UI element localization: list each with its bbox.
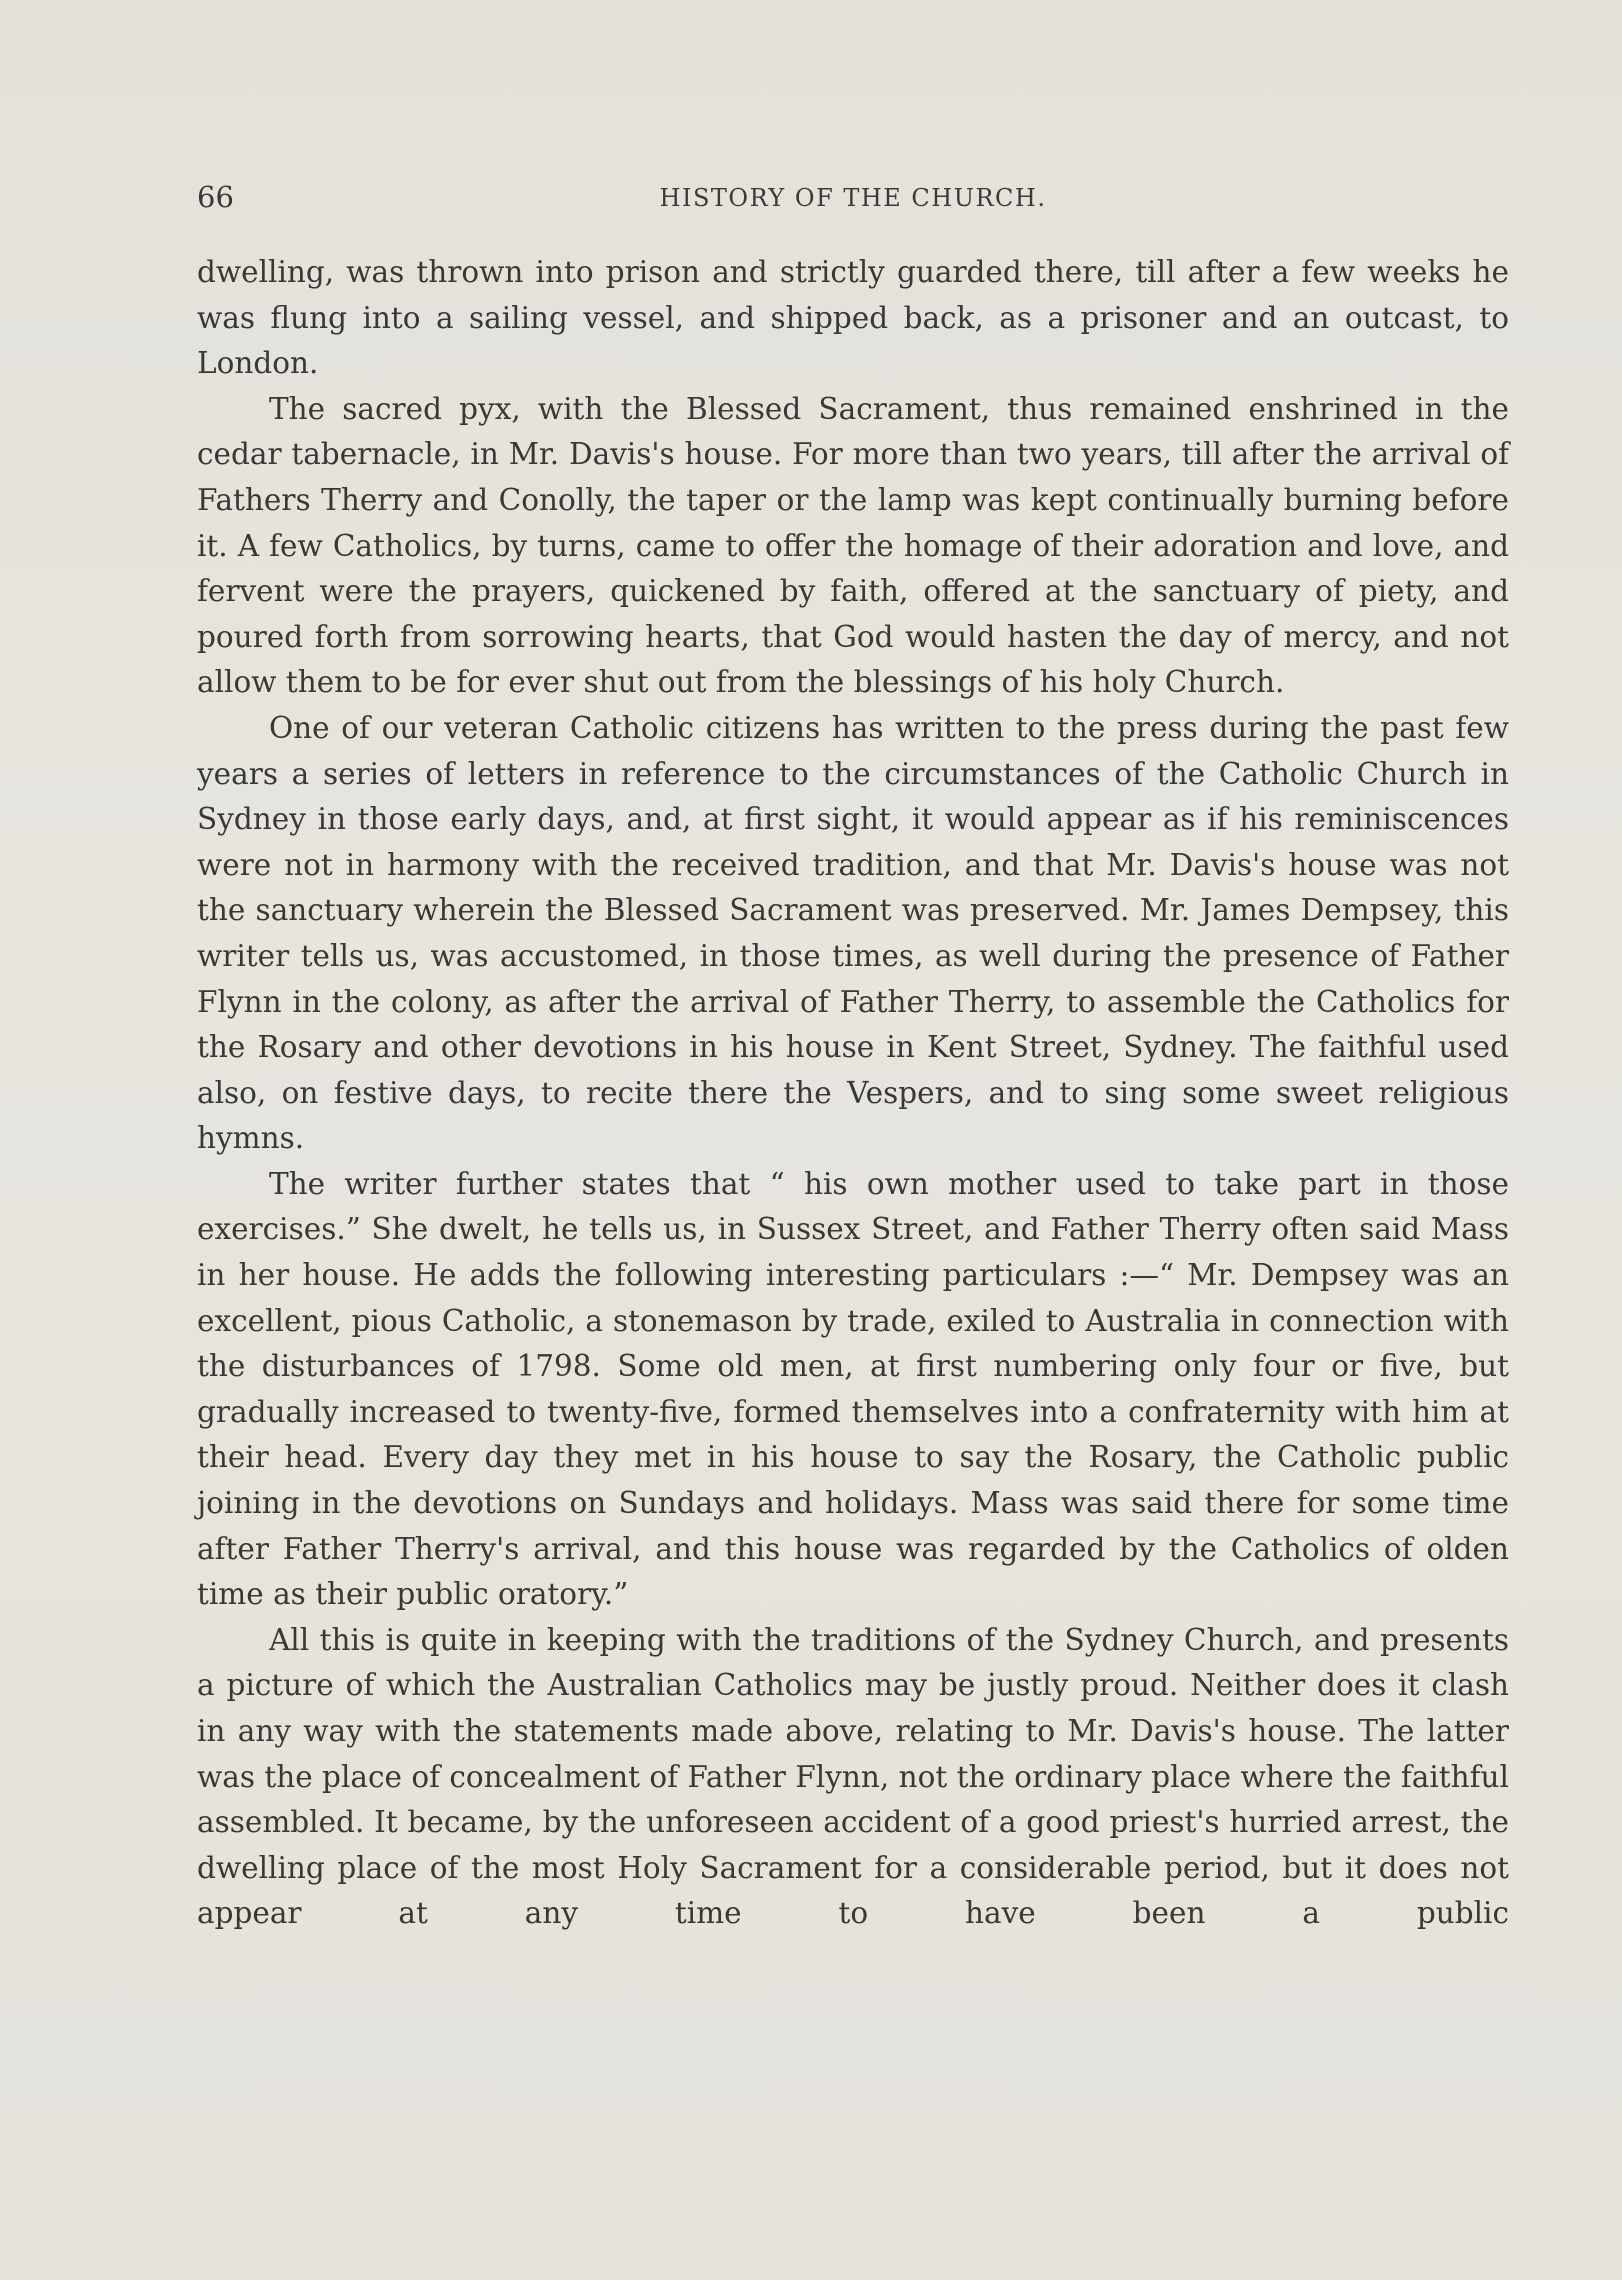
paragraph-veteran-citizens: One of our veteran Catholic citizens has written to the press during the past few years a series of letters in reference to the circumstances of the Catholic Church in Sydney in those early days, and, at first sight, it would appear as if his reminiscences were not in harmony with the received tradition, and that Mr. Davis's house was not the sanctuary wherein the Blessed Sacrament was preserved. Mr. James Dempsey, this writer tells us, was accustomed, in those times, as well during the presence of Father Flynn in the colony, as after the arrival of Father Therry, to assemble the Catholics for the Rosary and other devotions in his house in Kent Street, Sydney. The faithful used also, on festive days, to recite there the Vespers, and to sing some sweet religious hymns. (197, 710, 1509, 1156)
paragraph-traditions: All this is quite in keeping with the traditions of the Sydney Church, and presents a picture of which the Australian Catholics may be justly proud. Neither does it clash in any way with the statements made above, relating to Mr. Davis's house. The latter was the place of concealment of Father Flynn, not the ordinary place where the faithful assembled. It became, by the unforeseen accident of a good priest's hurried arrest, the dwelling place of the most Holy Sacrament for a considerable period, but it does not appear at any time to have been a public (197, 1622, 1509, 1931)
page-header (197, 178, 1509, 218)
body-text (197, 250, 1509, 1937)
running-head: HISTORY OF THE CHURCH. (659, 184, 1047, 212)
page-number: 66 (197, 180, 234, 214)
paragraph-continuation: dwelling, was thrown into prison and strictly guarded there, till after a few weeks he was flung into a sailing vessel, and shipped back, as a prisoner and an outcast, to London. (197, 255, 1509, 381)
paragraph-writer-states: The writer further states that “ his own mother used to take part in those exercises.” She dwelt, he tells us, in Sussex Street, and Father Therry often said Mass in her house. He adds the following interesting particulars :—“ Mr. Dempsey was an excellent, pious Catholic, a stonemason by trade, exiled to Australia in connection with the disturbances of 1798. Some old men, at first numbering only four or five, but gradually increased to twenty-five, formed themselves into a confraternity with him at their head. Every day they met in his house to say the Rosary, the Catholic public joining in the devotions on Sundays and holidays. Mass was said there for some time after Father Therry's arrival, and this house was regarded by the Catholics of olden time as their public oratory.” (197, 1166, 1509, 1612)
paragraph-sacred-pyx: The sacred pyx, with the Blessed Sacrament, thus remained enshrined in the cedar tabernacle, in Mr. Davis's house. For more than two years, till after the arrival of Fathers Therry and Conolly, the taper or the lamp was kept continually burning before it. A few Catholics, by turns, came to offer the homage of their adoration and love, and fervent were the prayers, quickened by faith, offered at the sanctuary of piety, and poured forth from sorrowing hearts, that God would hasten the day of mercy, and not allow them to be for ever shut out from the blessings of his holy Church. (197, 391, 1509, 700)
